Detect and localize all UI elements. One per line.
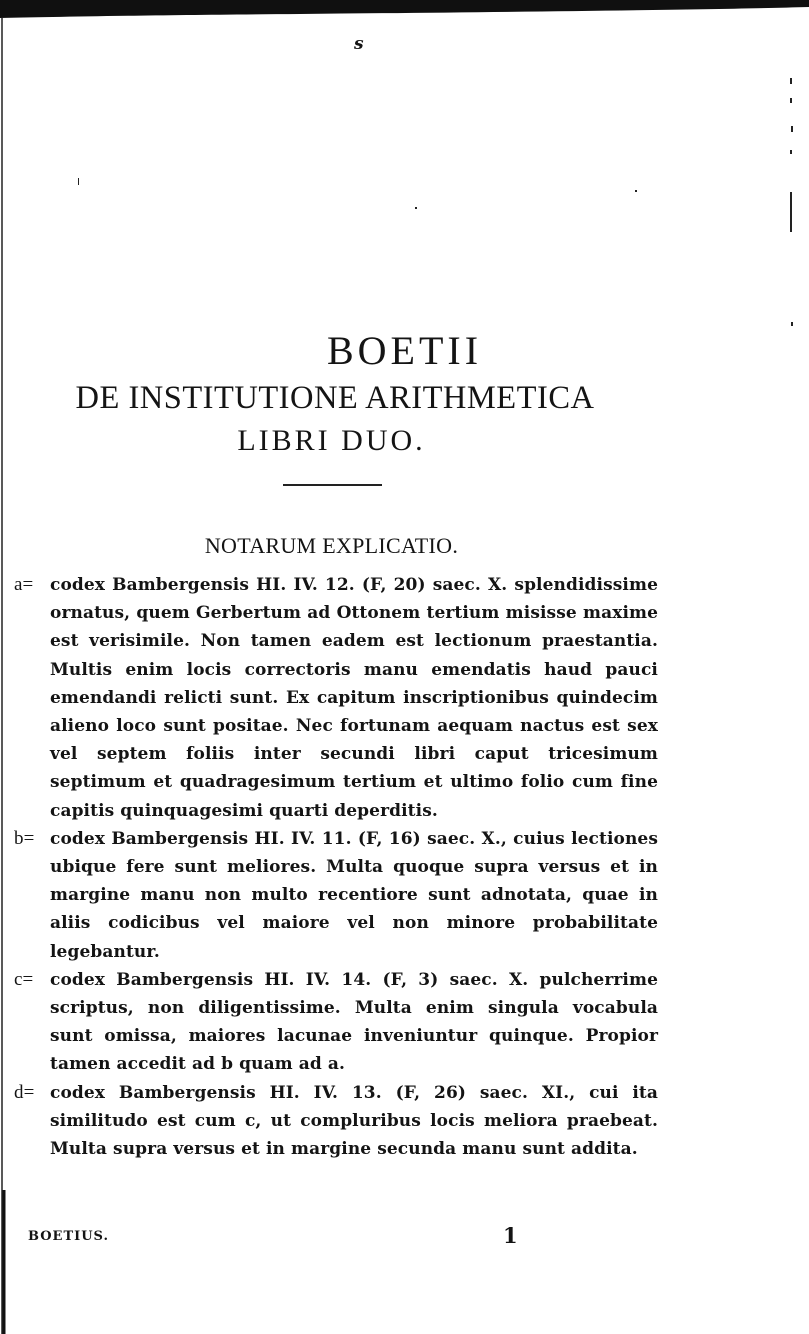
sigla-list: [14, 571, 658, 1163]
section-heading: NOTARUM EXPLICATIO.: [204, 533, 459, 558]
siglum-entry-b: [14, 825, 658, 966]
siglum-label: c=: [14, 968, 34, 990]
scan-speck: [790, 192, 792, 232]
siglum-description: codex Bambergensis HI. IV. 14. (F, 3) saec. X. pulcherrime scriptus, non diligentissime. Multa enim singula vocabula sunt omissa, maiores lacunae inveniuntur quinque. Propior tamen accedit ad b quam ad a.: [50, 969, 658, 1075]
siglum-entry-a: [14, 571, 658, 825]
scan-speck: [790, 150, 792, 154]
siglum-entry-c: [14, 966, 658, 1079]
scan-speck: [635, 190, 637, 192]
title-divider: [283, 484, 382, 486]
siglum-entry-d: [14, 1079, 658, 1164]
siglum-description: codex Bambergensis HI. IV. 11. (F, 16) saec. X., cuius lectiones ubique fere sunt meliores. Multa quoque supra versus et in margine manu non multo recentiore sunt adnotata, quae in aliis codicibus vel maiore vel non minore probabilitate legebantur.: [50, 828, 658, 962]
siglum-label: d=: [14, 1081, 35, 1103]
signature-mark: s: [354, 34, 364, 54]
siglum-label: b=: [14, 827, 35, 849]
title-work: DE INSTITUTIONE ARITHMETICA: [75, 380, 595, 416]
scan-speck: [791, 322, 793, 326]
footer-signature: BOETIUS.: [28, 1229, 110, 1244]
siglum-label: a=: [14, 574, 34, 595]
title-books: LIBRI DUO.: [237, 424, 426, 457]
scan-speck: [790, 98, 792, 103]
scan-speck: [78, 178, 79, 185]
title-author: BOETII: [326, 328, 483, 373]
siglum-description: codex Bambergensis HI. IV. 12. (F, 20) saec. X. splendidissime ornatus, quem Gerbertum ad Ottonem tertium misisse maxime est verisimile. Non tamen eadem est lectionum praestantia. Multis enim locis correctoris manu emendatis haud pauci emendandi relicti sunt. Ex capitum inscriptionibus quindecim alieno loco sunt positae. Nec fortunam aequam nactus est sex vel septem foliis inter secundi libri caput tricesimum septimum et quadragesimum tertium et ultimo folio cum fine capitis quinquagesimi quarti deperditis.: [50, 575, 658, 821]
scan-speck: [791, 126, 793, 132]
page-number: 1: [503, 1223, 518, 1248]
scan-speck: [790, 78, 792, 84]
scan-left-edge: [0, 0, 7, 1334]
scan-speck: [415, 207, 417, 209]
siglum-description: codex Bambergensis HI. IV. 13. (F, 26) saec. XI., cui ita similitudo est cum c, ut compluribus locis meliora praebeat. Multa supra versus et in margine secunda manu sunt addita.: [50, 1082, 658, 1160]
scan-top-edge: [0, 0, 809, 18]
